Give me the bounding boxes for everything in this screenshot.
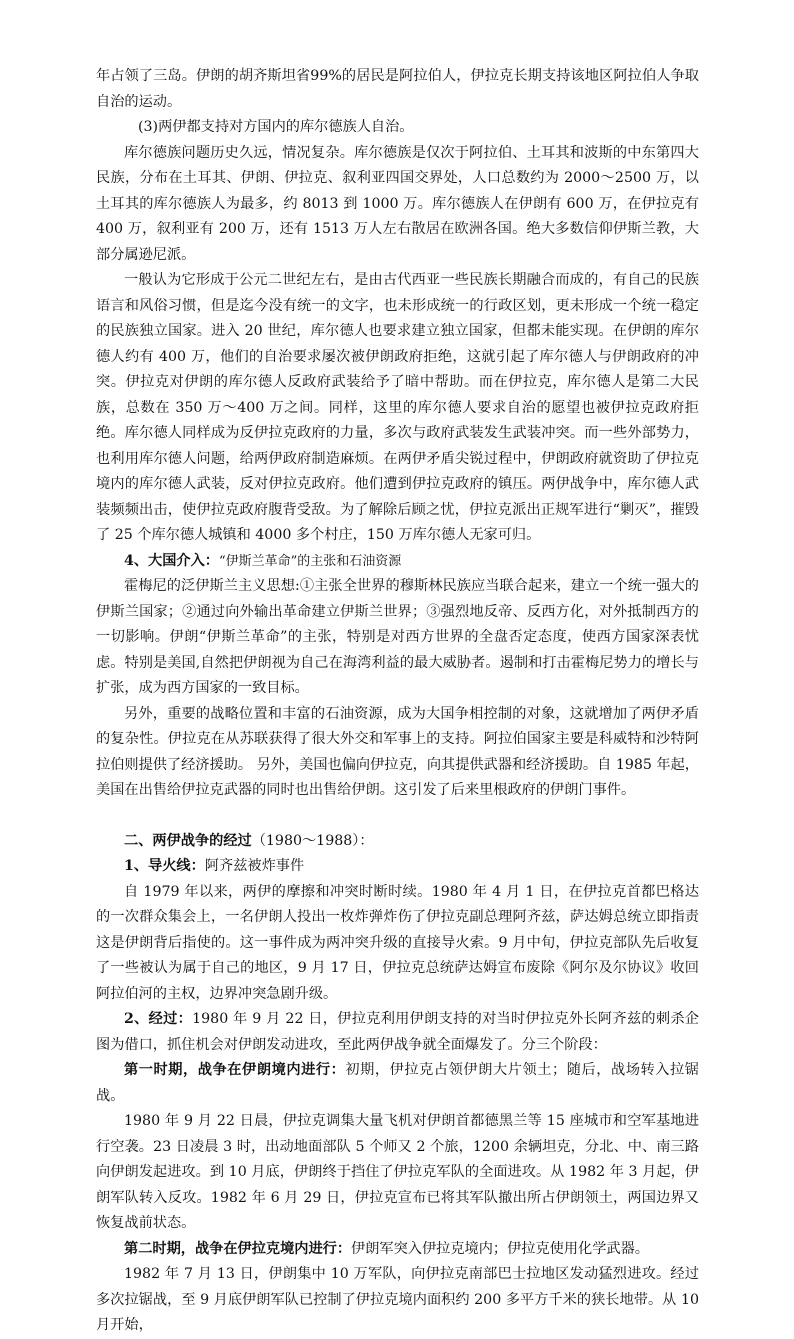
body-text: 另外，重要的战略位置和丰富的石油资源，成为大国争相控制的对象，这就增加了两伊矛盾的复杂性。伊拉克在从苏联获得了很大外交和军事上的支持。阿拉伯国家主要是科威特和沙特阿拉伯则提供了经济援助。 另外，美国也偏向伊拉克，向其提供武器和经济援助。自 1985 年起，美国在出售给伊拉克武器的同时也出售给伊朗。这引发了后来里根政府的伊朗门事件。 — [96, 705, 699, 798]
body-text: 1980 年 9 月 22 日晨，伊拉克调集大量飞机对伊朗首都德黑兰等 15 座城市和空军基地进行空袭。23 日凌晨 3 时，出动地面部队 5 个师又 2 个旅，1200 余辆坦克，分北、中、南三路向伊朗发起进攻。到 10 月底，伊朗终于挡住了伊拉克军队的全面进攻。从 1982 年 3 月起，伊朗军队转入反攻。1982 年 6 月 29 日，伊拉克宣布已将其军队撤出所占伊朗领土，两国边界又恢复战前状态。 — [96, 1113, 699, 1231]
body-text: （1980～1988）： — [251, 832, 374, 849]
body-text: 霍梅尼的泛伊斯兰主义思想:①主张全世界的穆斯林民族应当联合起来，建立一个统一强大的伊斯兰国家；②通过向外输出革命建立伊斯兰世界；③强烈地反帝、反西方化，对外抵制西方的一切影响。伊朗“伊斯兰革命”的主张，特别是对西方世界的全盘否定态度，使西方国家深表忧虑。特别是美国,自然把伊朗视为自己在海湾利益的最大威胁者。遏制和打击霍梅尼势力的增长与扩张，成为西方国家的一致目标。 — [96, 578, 699, 696]
paragraph-p9 — [96, 854, 699, 880]
paragraph-p6 — [96, 574, 699, 702]
body-text: “伊斯兰革命”的主张和石油资源 — [219, 553, 402, 569]
body-text: 自 1979 年以来，两伊的摩擦和冲突时断时续。1980 年 4 月 1 日，在伊拉克首都巴格达的一次群众集会上，一名伊朗人投出一枚炸弹炸伤了伊拉克副总理阿齐兹，萨达姆总统立即指责这是伊朗背后指使的。这一事件成为两冲突升级的直接导火索。9 月中旬，伊拉克部队先后收复了一些被认为属于自己的地区，9 月 17 日，伊拉克总统萨达姆宣布废除《阿尔及尔协议》收回阿拉伯河的主权，边界冲突急剧升级。 — [96, 883, 699, 1002]
paragraph-p7 — [96, 702, 699, 804]
paragraph-p8 — [96, 829, 699, 855]
section-gap — [96, 804, 699, 829]
bold-heading-text: 2、经过： — [124, 1011, 193, 1027]
body-text: 年占领了三岛。伊朗的胡齐斯坦省99%的居民是阿拉伯人，伊拉克长期支持该地区阿拉伯人争取自治的运动。 — [96, 68, 699, 110]
body-text: 初期，伊拉克占领伊朗大片领土；随后，战场转入拉锯战。 — [96, 1062, 699, 1104]
document-page — [96, 64, 699, 1339]
paragraph-p4 — [96, 268, 699, 549]
paragraph-p1 — [96, 64, 699, 115]
body-text: 1982 年 7 月 13 日，伊朗集中 10 万军队，向伊拉克南部巴士拉地区发动猛烈进攻。经过多次拉锯战，至 9 月底伊朗军队已控制了伊拉克境内面积约 200 多平方千米的狭长地带。从 10 月开始， — [96, 1266, 699, 1333]
body-text: 阿齐兹被炸事件 — [204, 858, 305, 874]
paragraph-p10 — [96, 880, 699, 1008]
body-text: 库尔德族问题历史久远，情况复杂。库尔德族是仅次于阿拉伯、土耳其和波斯的中东第四大民族，分布在土耳其、伊朗、伊拉克、叙利亚四国交界处，人口总数约为 2000～2500 万，以土耳其的库尔德族人为最多，约 8013 到 1000 万。库尔德族人在伊朗有 600 万，在伊拉克有 400 万，叙利亚有 200 万，还有 1513 万人左右散居在欧洲各国。绝大多数信仰伊斯兰教，大部分属逊尼派。 — [96, 144, 699, 263]
paragraph-p14 — [96, 1237, 699, 1263]
body-text: 1980 年 9 月 22 日，伊拉克利用伊朗支持的对当时伊拉克外长阿齐兹的刺杀企图为借口，抓住机会对伊朗发动进攻，至此两伊战争就全面爆发了。分三个阶段： — [96, 1011, 699, 1053]
body-text: 伊朗军突入伊拉克境内；伊拉克使用化学武器。 — [351, 1240, 649, 1257]
body-text: 一般认为它形成于公元二世纪左右，是由古代西亚一些民族长期融合而成的，有自己的民族语言和风俗习惯，但是迄今没有统一的文字，也未形成统一的行政区划，更未形成一个统一稳定的民族独立国家。进入 20 世纪，库尔德人也要求建立独立国家，但都未能实现。在伊朗的库尔德人约有 400 万，他们的自治要求屡次被伊朗政府拒绝，这就引起了库尔德人与伊朗政府的冲突。伊拉克对伊朗的库尔德人反政府武装给予了暗中帮助。而在伊拉克，库尔德人是第二大民族，总数在 350 万～400 万之间。同样，这里的库尔德人要求自治的愿望也被伊拉克政府拒绝。库尔德人同样成为反伊拉克政府的力量，多次与政府武装发生武装冲突。而一些外部势力，也利用库尔德人问题，给两伊政府制造麻烦。在两伊矛盾尖锐过程中，伊朗政府就资助了伊拉克境内的库尔德人武装，反对伊拉克政府。他们遭到伊拉克政府的镇压。两伊战争中，库尔德人武装频频出击，使伊拉克政府腹背受敌。为了解除后顾之忧，伊拉克派出正规军进行“剿灭”，摧毁了 25 个库尔德人城镇和 4000 多个村庄，150 万库尔德人无家可归。 — [96, 272, 699, 543]
paragraph-p13 — [96, 1109, 699, 1237]
paragraph-p2 — [96, 115, 699, 141]
bold-heading-text: 二、两伊战争的经过 — [124, 832, 252, 849]
paragraph-p12 — [96, 1058, 699, 1109]
bold-heading-text: 第一时期，战争在伊朗境内进行： — [124, 1062, 346, 1078]
body-text: (3)两伊都支持对方国内的库尔德族人自治。 — [138, 119, 414, 135]
paragraph-p11 — [96, 1007, 699, 1058]
paragraph-p3 — [96, 141, 699, 269]
paragraph-p5 — [96, 549, 699, 575]
bold-heading-text: 1、导火线： — [124, 858, 205, 874]
bold-heading-text: 4、大国介入： — [124, 552, 219, 569]
paragraph-p15 — [96, 1262, 699, 1339]
bold-heading-text: 第二时期，战争在伊拉克境内进行： — [124, 1240, 352, 1257]
